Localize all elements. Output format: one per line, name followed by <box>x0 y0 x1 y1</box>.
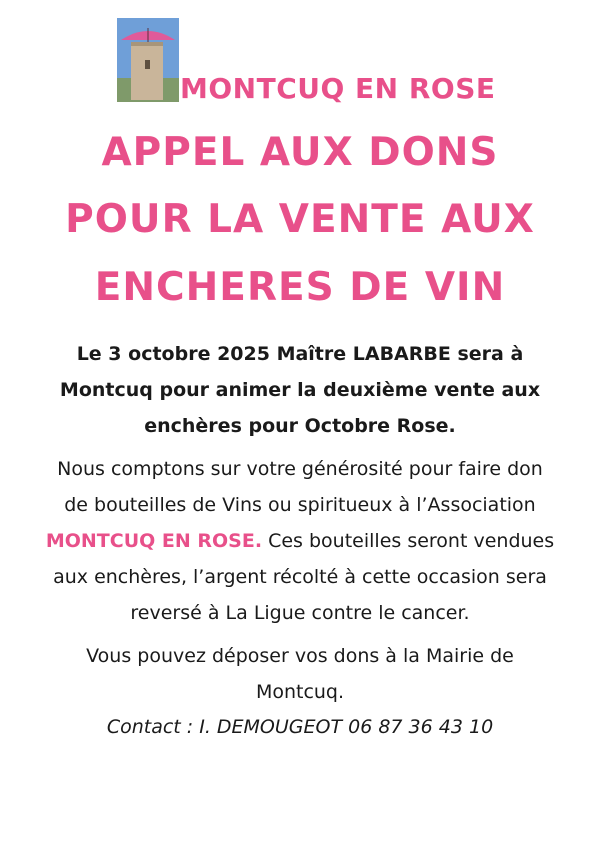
org-title: MONTCUQ EN ROSE <box>180 72 496 105</box>
deposit-paragraph <box>20 638 580 710</box>
body-line-3 <box>20 523 580 559</box>
intro-paragraph <box>20 336 580 444</box>
association-name: MONTCUQ EN ROSE. <box>45 530 263 552</box>
deposit-line-1: Vous pouvez déposer vos dons à la Mairie de <box>86 645 514 667</box>
headline-line-2: POUR LA VENTE AUX <box>65 197 535 242</box>
headline-line-1: APPEL AUX DONS <box>101 130 499 175</box>
contact-info: Contact : I. DEMOUGEOT 06 87 36 43 10 <box>106 716 494 738</box>
intro-line-2: Montcuq pour animer la deuxième vente aux <box>59 379 541 401</box>
body-line-5: reversé à La Ligue contre le cancer. <box>130 602 470 624</box>
donation-paragraph <box>20 451 580 631</box>
body-line-2: de bouteilles de Vins ou spiritueux à l’Association <box>64 494 536 516</box>
body-line-3-rest: Ces bouteilles seront vendues <box>262 530 555 552</box>
body-line-4: aux enchères, l’argent récolté à cette occasion sera <box>53 566 547 588</box>
intro-line-3: enchères pour Octobre Rose. <box>144 415 456 437</box>
body-line-1: Nous comptons sur votre générosité pour faire don <box>57 458 543 480</box>
tower-umbrella-logo <box>117 18 179 102</box>
deposit-line-2: Montcuq. <box>255 681 345 703</box>
headline-line-3: ENCHERES DE VIN <box>94 265 506 310</box>
intro-line-1: Le 3 octobre 2025 Maître LABARBE sera à <box>76 343 524 365</box>
